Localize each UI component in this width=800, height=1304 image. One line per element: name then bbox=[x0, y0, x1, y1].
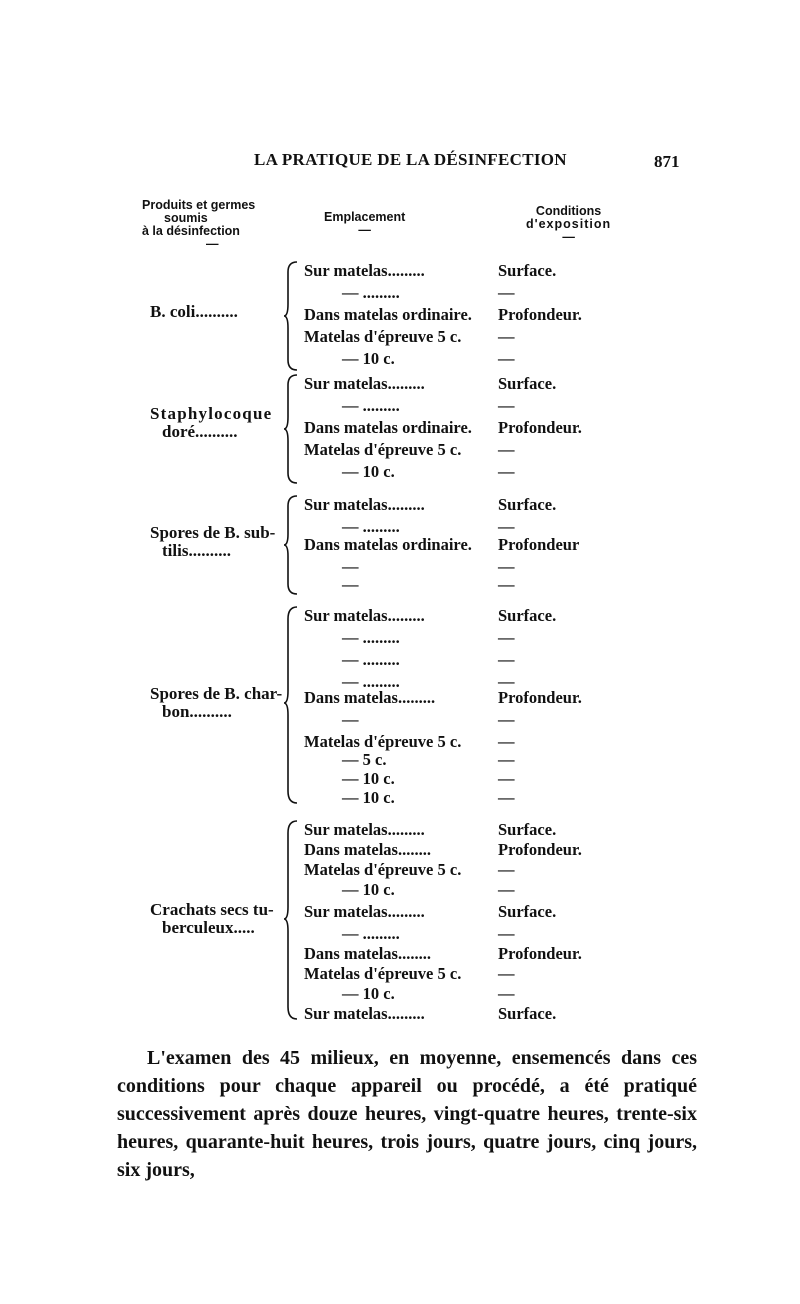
table-row bbox=[304, 348, 624, 370]
condition-cell: — bbox=[498, 575, 515, 594]
group-label-line: doré.......... bbox=[162, 422, 238, 441]
table-row bbox=[304, 282, 624, 304]
condition-cell: — bbox=[498, 860, 515, 879]
emplacement-cell: Sur matelas......... bbox=[304, 261, 425, 280]
emplacement-cell: Dans matelas ordinaire. bbox=[304, 305, 472, 324]
column-header-conditions-line: Conditions bbox=[535, 204, 602, 218]
table-row bbox=[304, 574, 624, 596]
table-row bbox=[304, 395, 624, 417]
condition-cell: — bbox=[498, 880, 515, 899]
group-label bbox=[150, 524, 275, 560]
column-header-conditions-dash: — bbox=[562, 230, 575, 244]
emplacement-cell: Matelas d'épreuve 5 c. bbox=[304, 327, 462, 346]
emplacement-cell: Sur matelas......... bbox=[304, 495, 425, 514]
condition-cell: Surface. bbox=[498, 820, 557, 839]
condition-cell: Profondeur bbox=[498, 535, 580, 554]
condition-cell: — bbox=[498, 672, 515, 691]
emplacement-cell: — ......... bbox=[342, 650, 400, 669]
emplacement-cell: — 10 c. bbox=[342, 349, 395, 368]
condition-cell: — bbox=[498, 769, 515, 788]
table-row bbox=[304, 304, 624, 326]
emplacement-cell: Dans matelas ordinaire. bbox=[304, 418, 472, 437]
condition-cell: — bbox=[498, 650, 515, 669]
running-title: LA PRATIQUE DE LA DÉSINFECTION bbox=[254, 150, 567, 169]
table-row bbox=[304, 439, 624, 461]
condition-cell: — bbox=[498, 788, 515, 807]
table-row bbox=[304, 627, 624, 649]
condition-cell: — bbox=[498, 984, 515, 1003]
emplacement-cell: Dans matelas ordinaire. bbox=[304, 535, 472, 554]
column-header-conditions bbox=[526, 205, 611, 244]
condition-cell: — bbox=[498, 462, 515, 481]
column-header-products-line: à la désinfection bbox=[142, 224, 240, 238]
condition-cell: — bbox=[498, 440, 515, 459]
page-number: 871 bbox=[654, 152, 680, 171]
group-label bbox=[150, 685, 282, 721]
table-row bbox=[304, 943, 624, 965]
table-row bbox=[304, 260, 624, 282]
emplacement-cell: — bbox=[342, 575, 359, 594]
column-header-emplacement-label: Emplacement bbox=[324, 210, 406, 224]
emplacement-cell: Dans matelas........ bbox=[304, 944, 431, 963]
condition-cell: — bbox=[498, 396, 515, 415]
emplacement-cell: — ......... bbox=[342, 396, 400, 415]
condition-cell: — bbox=[498, 924, 515, 943]
group-label-line: Spores de B. sub- bbox=[150, 523, 276, 542]
column-header-conditions-line: d'exposition bbox=[526, 217, 612, 231]
brace-icon bbox=[282, 819, 302, 1021]
condition-cell: Surface. bbox=[498, 374, 557, 393]
condition-cell: — bbox=[498, 327, 515, 346]
table-row bbox=[304, 819, 624, 841]
group-label-line: Crachats secs tu- bbox=[150, 900, 274, 919]
condition-cell: — bbox=[498, 750, 515, 769]
table-row bbox=[304, 923, 624, 945]
emplacement-cell: — ......... bbox=[342, 283, 400, 302]
emplacement-cell: Sur matelas......... bbox=[304, 374, 425, 393]
condition-cell: Profondeur. bbox=[498, 418, 582, 437]
table-row bbox=[304, 417, 624, 439]
condition-cell: Surface. bbox=[498, 902, 557, 921]
paragraph-text: L'examen des 45 milieux, en moyenne, ensemencés dans ces conditions pour chaque appareil ou procédé, a été pratiqué successivement après douze heures, vingt-quatre heures, trente-six heures, quarante-huit heures, trois jours, quatre jours, cinq jours, six jours, bbox=[117, 1047, 697, 1181]
group-label bbox=[150, 303, 238, 321]
emplacement-cell: — ......... bbox=[342, 672, 400, 691]
emplacement-cell: — 10 c. bbox=[342, 462, 395, 481]
condition-cell: Surface. bbox=[498, 606, 557, 625]
column-header-products-dash: — bbox=[206, 237, 219, 251]
emplacement-cell: Sur matelas......... bbox=[304, 1004, 425, 1023]
table-row bbox=[304, 859, 624, 881]
condition-cell: — bbox=[498, 349, 515, 368]
condition-cell: Profondeur. bbox=[498, 688, 582, 707]
brace-icon bbox=[282, 260, 302, 372]
emplacement-cell: — 10 c. bbox=[342, 788, 395, 807]
table-row bbox=[304, 494, 624, 516]
condition-cell: Surface. bbox=[498, 1004, 557, 1023]
emplacement-cell: Matelas d'épreuve 5 c. bbox=[304, 732, 462, 751]
table-row bbox=[304, 534, 624, 556]
condition-cell: Profondeur. bbox=[498, 944, 582, 963]
group-label-line: tilis.......... bbox=[162, 541, 231, 560]
body-paragraph bbox=[117, 1044, 697, 1184]
emplacement-cell: — ......... bbox=[342, 924, 400, 943]
group-label-line: Spores de B. char- bbox=[150, 684, 283, 703]
emplacement-cell: Matelas d'épreuve 5 c. bbox=[304, 964, 462, 983]
table-row bbox=[304, 963, 624, 985]
table-row bbox=[304, 983, 624, 1005]
emplacement-cell: Matelas d'épreuve 5 c. bbox=[304, 860, 462, 879]
brace-icon bbox=[282, 605, 302, 805]
emplacement-cell: — 10 c. bbox=[342, 769, 395, 788]
table-row bbox=[304, 461, 624, 483]
condition-cell: — bbox=[498, 557, 515, 576]
condition-cell: Profondeur. bbox=[498, 305, 582, 324]
group-label-line: berculeux..... bbox=[162, 918, 255, 937]
emplacement-cell: Dans matelas......... bbox=[304, 688, 436, 707]
brace-icon bbox=[282, 373, 302, 485]
condition-cell: Surface. bbox=[498, 261, 557, 280]
table-row bbox=[304, 787, 624, 809]
table-row bbox=[304, 373, 624, 395]
group-label-line: bon.......... bbox=[162, 702, 232, 721]
table-row bbox=[304, 605, 624, 627]
table-row bbox=[304, 1003, 624, 1025]
condition-cell: Profondeur. bbox=[498, 840, 582, 859]
condition-cell: — bbox=[498, 628, 515, 647]
emplacement-cell: — 5 c. bbox=[342, 750, 387, 769]
condition-cell: — bbox=[498, 710, 515, 729]
emplacement-cell: — bbox=[342, 710, 359, 729]
condition-cell: — bbox=[498, 732, 515, 751]
emplacement-cell: — ......... bbox=[342, 628, 400, 647]
emplacement-cell: — 10 c. bbox=[342, 880, 395, 899]
table-row bbox=[304, 687, 624, 709]
condition-cell: — bbox=[498, 283, 515, 302]
group-label-line: B. coli.......... bbox=[150, 302, 238, 321]
table-row bbox=[304, 879, 624, 901]
condition-cell: — bbox=[498, 517, 515, 536]
column-header-products bbox=[142, 199, 255, 251]
column-header-products-line: soumis bbox=[164, 211, 208, 225]
emplacement-cell: Sur matelas......... bbox=[304, 820, 425, 839]
group-label-line: Staphylocoque bbox=[150, 404, 273, 423]
condition-cell: — bbox=[498, 964, 515, 983]
table-row bbox=[304, 839, 624, 861]
condition-cell: Surface. bbox=[498, 495, 557, 514]
brace-icon bbox=[282, 494, 302, 596]
column-header-products-line: Produits et germes bbox=[142, 198, 256, 212]
emplacement-cell: — 10 c. bbox=[342, 984, 395, 1003]
column-header-emplacement bbox=[324, 211, 405, 237]
group-label bbox=[150, 901, 274, 937]
emplacement-cell: Matelas d'épreuve 5 c. bbox=[304, 440, 462, 459]
emplacement-cell: — bbox=[342, 557, 359, 576]
table-row bbox=[304, 649, 624, 671]
emplacement-cell: Sur matelas......... bbox=[304, 606, 425, 625]
emplacement-cell: — ......... bbox=[342, 517, 400, 536]
table-row bbox=[304, 901, 624, 923]
emplacement-cell: Sur matelas......... bbox=[304, 902, 425, 921]
group-label bbox=[150, 405, 272, 441]
column-header-emplacement-dash: — bbox=[358, 223, 371, 237]
table-row bbox=[304, 326, 624, 348]
table-row bbox=[304, 709, 624, 731]
emplacement-cell: Dans matelas........ bbox=[304, 840, 431, 859]
